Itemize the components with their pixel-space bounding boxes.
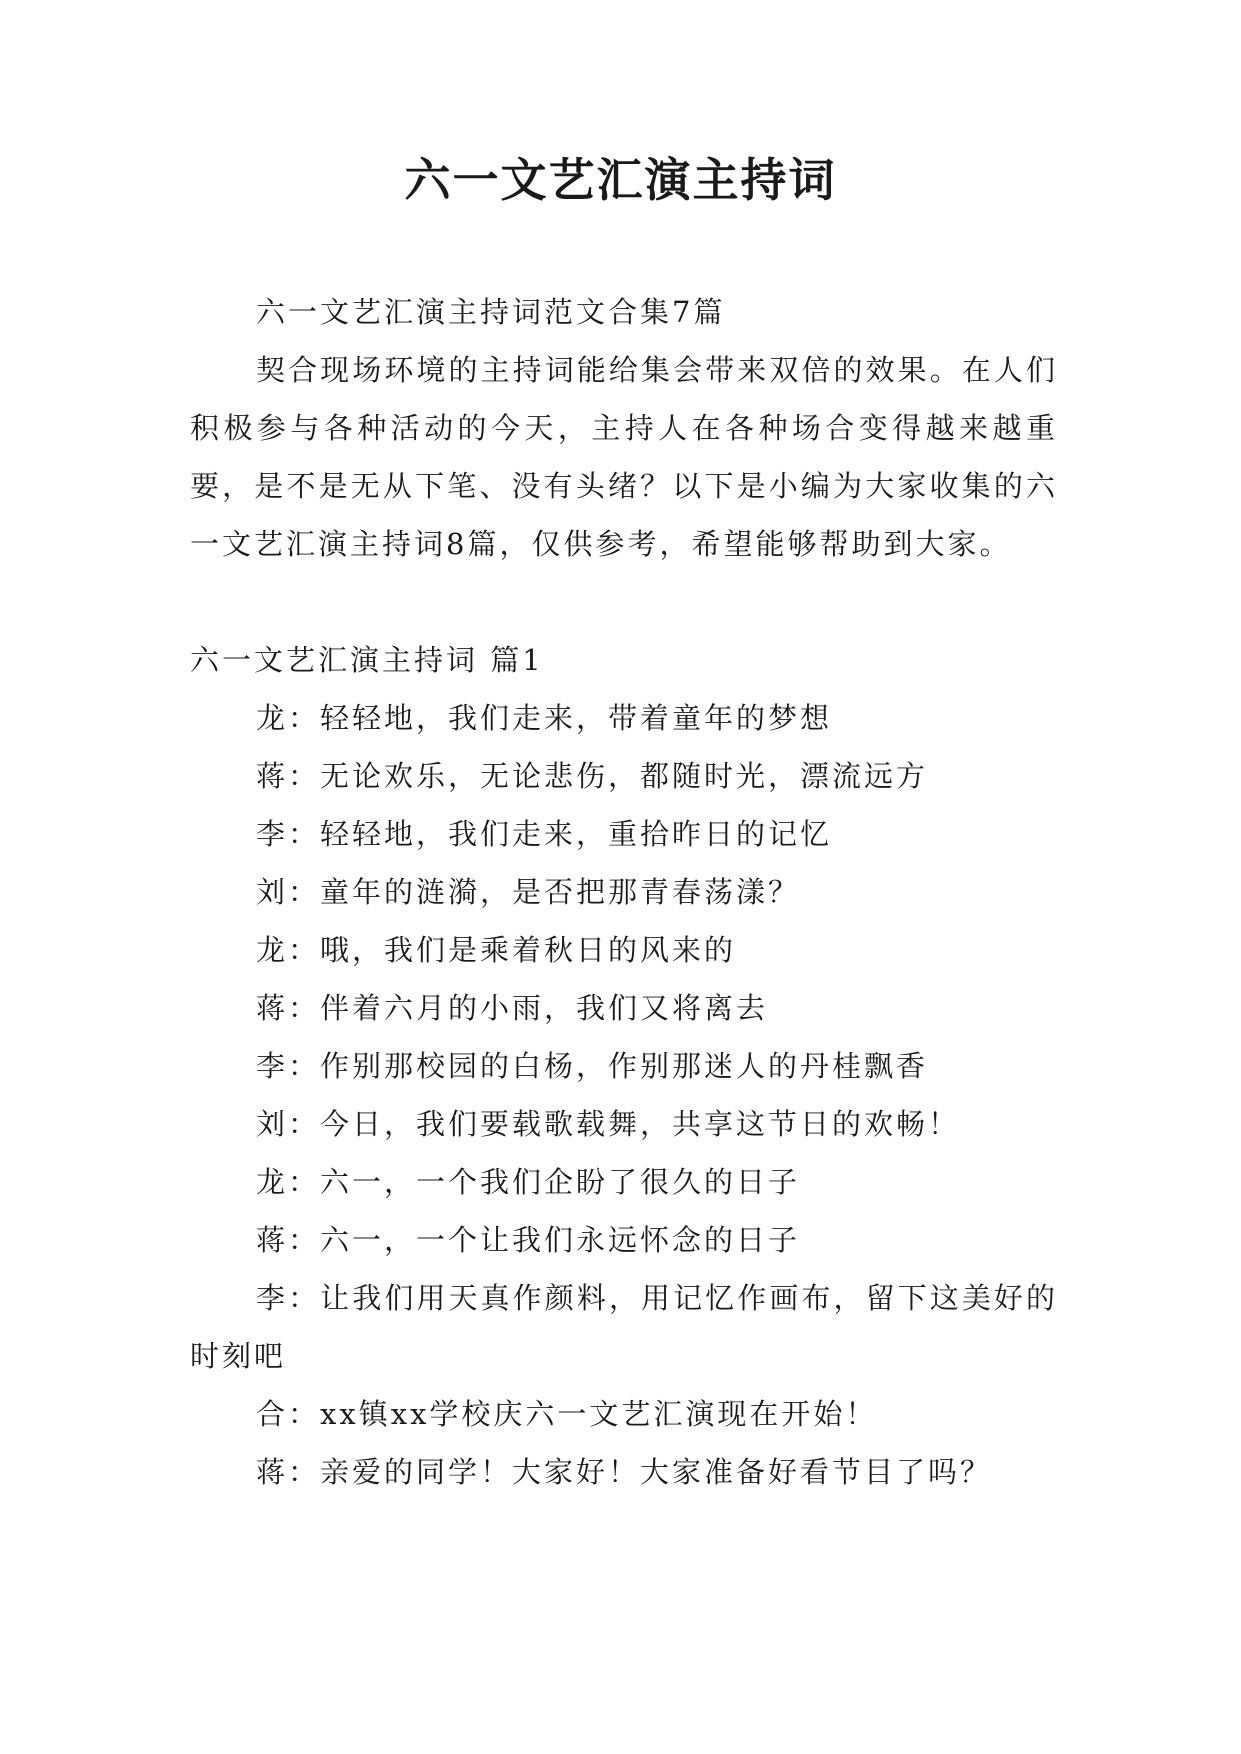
dialogue-line: 龙：六一，一个我们企盼了很久的日子 [256,1165,801,1199]
dialogue-line: 李：让我们用天真作颜料，用记忆作画布，留下这美好的时刻吧 [190,1281,1058,1373]
document-title: 六一文艺汇演主持词 [404,153,837,207]
dialogue-line: 合：xx镇xx学校庆六一文艺汇演现在开始！ [256,1397,878,1431]
dialogue-line: 蒋：伴着六月的小雨，我们又将离去 [256,991,769,1025]
dialogue-line: 龙：哦，我们是乘着秋日的风来的 [256,933,737,967]
dialogue-line: 刘：今日，我们要载歌载舞，共享这节日的欢畅！ [256,1107,961,1141]
dialogue-line: 李：作别那校园的白杨，作别那迷人的丹桂飘香 [256,1049,929,1083]
document-subtitle: 六一文艺汇演主持词范文合集7篇 [256,295,726,329]
dialogue-line: 龙：轻轻地，我们走来，带着童年的梦想 [256,701,833,735]
dialogue-line: 刘：童年的涟漪，是否把那青春荡漾？ [256,875,801,909]
section-heading: 六一文艺汇演主持词 篇1 [190,643,544,677]
dialogue-line: 蒋：六一，一个让我们永远怀念的日子 [256,1223,801,1257]
dialogue-line: 李：轻轻地，我们走来，重拾昨日的记忆 [256,817,833,851]
dialogue-line: 蒋：亲爱的同学！大家好！大家准备好看节目了吗？ [256,1455,993,1489]
section-spacer [190,573,1058,631]
dialogue-line: 蒋：无论欢乐，无论悲伤，都随时光，漂流远方 [256,759,929,793]
document-body [190,283,1058,1501]
intro-paragraph: 契合现场环境的主持词能给集会带来双倍的效果。在人们积极参与各种活动的今天，主持人在各种场合变得越来越重要，是不是无从下笔、没有头绪？以下是小编为大家收集的六一文艺汇演主持词8篇，仅供参考，希望能够帮助到大家。 [190,353,1058,561]
